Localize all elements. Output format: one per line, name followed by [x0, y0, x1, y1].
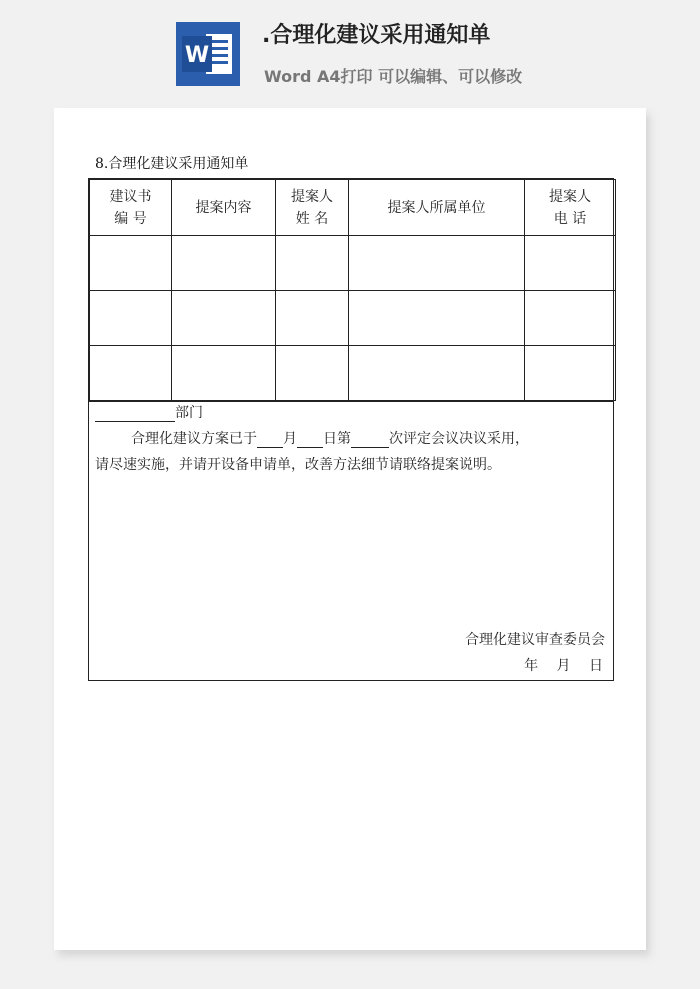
session-blank[interactable] — [351, 431, 389, 448]
table-cell[interactable] — [172, 346, 276, 401]
table-row — [90, 236, 616, 291]
table-cell[interactable] — [349, 346, 525, 401]
proposal-table — [88, 178, 614, 402]
department-blank[interactable] — [95, 405, 175, 422]
notice-text-part2: 次评定会议决议采用， — [389, 431, 529, 447]
table-cell[interactable] — [525, 236, 616, 291]
department-label: 部门 — [175, 405, 203, 421]
table-row — [90, 346, 616, 401]
document-heading: 8.合理化建议采用通知单 — [95, 156, 249, 172]
header-cell-proposal-no: 建议书 编 号 — [90, 180, 172, 236]
table-cell[interactable] — [90, 236, 172, 291]
notice-text-part1: 合理化建议方案已于 — [131, 431, 257, 447]
table-cell[interactable] — [172, 236, 276, 291]
notice-text-line2: 请尽速实施，并请开设备申请单，改善方法细节请联络提案说明。 — [95, 457, 501, 473]
table-cell[interactable] — [525, 291, 616, 346]
header-cell-proposer-name: 提案人 姓 名 — [276, 180, 349, 236]
table-cell[interactable] — [276, 236, 349, 291]
header — [0, 0, 700, 105]
notice-text-line1 — [131, 428, 529, 448]
table-cell[interactable] — [276, 291, 349, 346]
day-blank[interactable] — [297, 431, 323, 448]
notice-box — [88, 400, 614, 681]
committee-signature: 合理化建议审查委员会 — [465, 632, 605, 648]
date-line: 年 月 日 — [524, 658, 603, 674]
table-cell[interactable] — [90, 291, 172, 346]
table-cell[interactable] — [276, 346, 349, 401]
month-label: 月 — [283, 431, 297, 447]
department-line — [95, 402, 203, 422]
table-cell[interactable] — [349, 236, 525, 291]
table-cell[interactable] — [525, 346, 616, 401]
header-cell-proposer-unit: 提案人所属单位 — [349, 180, 525, 236]
page-title: .合理化建议采用通知单 — [262, 23, 491, 48]
page-subtitle: Word A4打印 可以编辑、可以修改 — [264, 67, 523, 86]
table-row — [90, 291, 616, 346]
day-label: 日第 — [323, 431, 351, 447]
word-icon-letter: W — [184, 43, 210, 68]
word-icon — [176, 22, 240, 86]
table-cell[interactable] — [90, 346, 172, 401]
header-cell-content: 提案内容 — [172, 180, 276, 236]
table-header-row — [90, 180, 616, 236]
table-cell[interactable] — [172, 291, 276, 346]
table-cell[interactable] — [349, 291, 525, 346]
header-cell-phone: 提案人 电 话 — [525, 180, 616, 236]
month-blank[interactable] — [257, 431, 283, 448]
